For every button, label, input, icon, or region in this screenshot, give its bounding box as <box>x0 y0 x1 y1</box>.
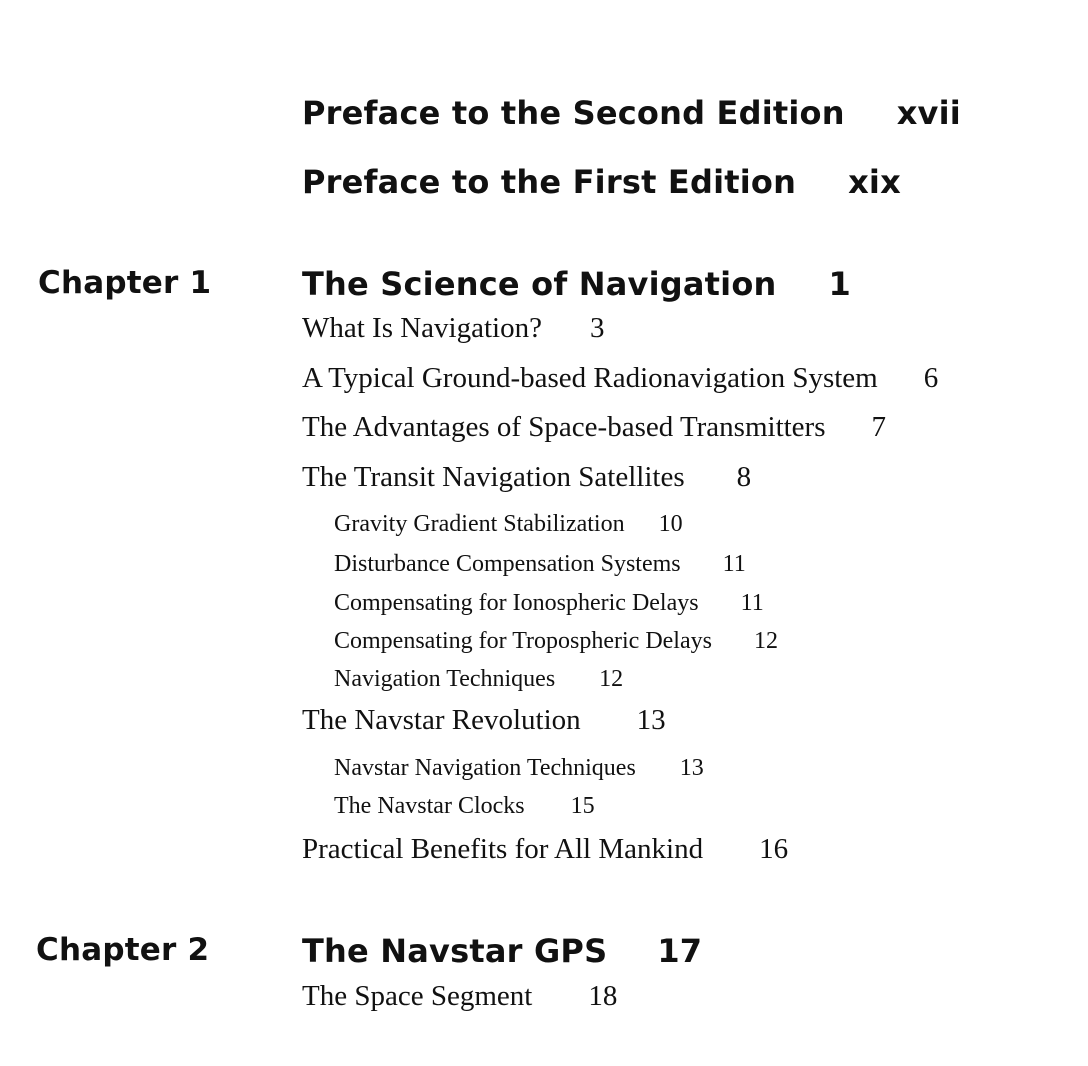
entry-title: What Is Navigation? <box>302 312 542 344</box>
page-number: 13 <box>679 755 704 781</box>
entry-title: The Advantages of Space-based Transmitters <box>302 411 826 443</box>
chapter-title: The Navstar GPS <box>302 932 608 970</box>
toc-entry[interactable] <box>302 411 886 444</box>
entry-title: Navstar Navigation Techniques <box>334 755 636 781</box>
toc-subentry[interactable] <box>334 628 778 655</box>
page-number: xix <box>848 163 901 201</box>
page-number: 16 <box>759 833 789 865</box>
page-number: xvii <box>896 94 961 132</box>
page-number: 11 <box>740 590 764 616</box>
toc-entry[interactable] <box>302 362 938 395</box>
entry-title: Compensating for Ionospheric Delays <box>334 590 699 616</box>
entry-title: The Space Segment <box>302 980 533 1012</box>
entry-title: The Navstar Revolution <box>302 704 581 736</box>
entry-title: Gravity Gradient Stabilization <box>334 511 625 537</box>
preface-first-edition[interactable] <box>302 163 901 201</box>
chapter-title-entry[interactable] <box>302 932 702 970</box>
toc-entry[interactable] <box>302 833 788 866</box>
page-number: 12 <box>753 628 778 654</box>
toc-subentry[interactable] <box>334 590 764 617</box>
toc-entry[interactable] <box>302 704 666 737</box>
page-number: 17 <box>657 932 703 970</box>
entry-title: Navigation Techniques <box>334 666 556 692</box>
entry-title: The Navstar Clocks <box>334 793 525 819</box>
chapter-label: Chapter 2 <box>36 932 210 968</box>
chapter-title: The Science of Navigation <box>302 265 777 303</box>
toc-entry[interactable] <box>302 312 604 345</box>
toc-entry[interactable] <box>302 461 751 494</box>
entry-title: Compensating for Tropospheric Delays <box>334 628 712 654</box>
page-number: 13 <box>636 704 666 736</box>
entry-title: A Typical Ground-based Radionavigation System <box>302 362 878 394</box>
page-number: 1 <box>828 265 851 303</box>
preface-title: Preface to the Second Edition <box>302 94 845 132</box>
toc-subentry[interactable] <box>334 666 623 693</box>
entry-title: Practical Benefits for All Mankind <box>302 833 704 865</box>
page-number: 3 <box>589 312 605 344</box>
entry-title: Disturbance Compensation Systems <box>334 551 681 577</box>
toc-subentry[interactable] <box>334 755 704 782</box>
entry-title: The Transit Navigation Satellites <box>302 461 685 493</box>
toc-entry[interactable] <box>302 980 617 1013</box>
toc-subentry[interactable] <box>334 793 595 820</box>
toc-subentry[interactable] <box>334 511 683 538</box>
page-number: 12 <box>599 666 624 692</box>
chapter-title-entry[interactable] <box>302 265 851 303</box>
page-number: 6 <box>923 362 939 394</box>
page-number: 7 <box>871 411 887 443</box>
page-number: 10 <box>658 511 683 537</box>
page-number: 15 <box>570 793 595 819</box>
preface-title: Preface to the First Edition <box>302 163 797 201</box>
page-number: 18 <box>588 980 618 1012</box>
chapter-label: Chapter 1 <box>38 265 212 301</box>
preface-second-edition[interactable] <box>302 94 961 132</box>
page-number: 8 <box>736 461 752 493</box>
page-number: 11 <box>722 551 746 577</box>
toc-subentry[interactable] <box>334 551 746 578</box>
